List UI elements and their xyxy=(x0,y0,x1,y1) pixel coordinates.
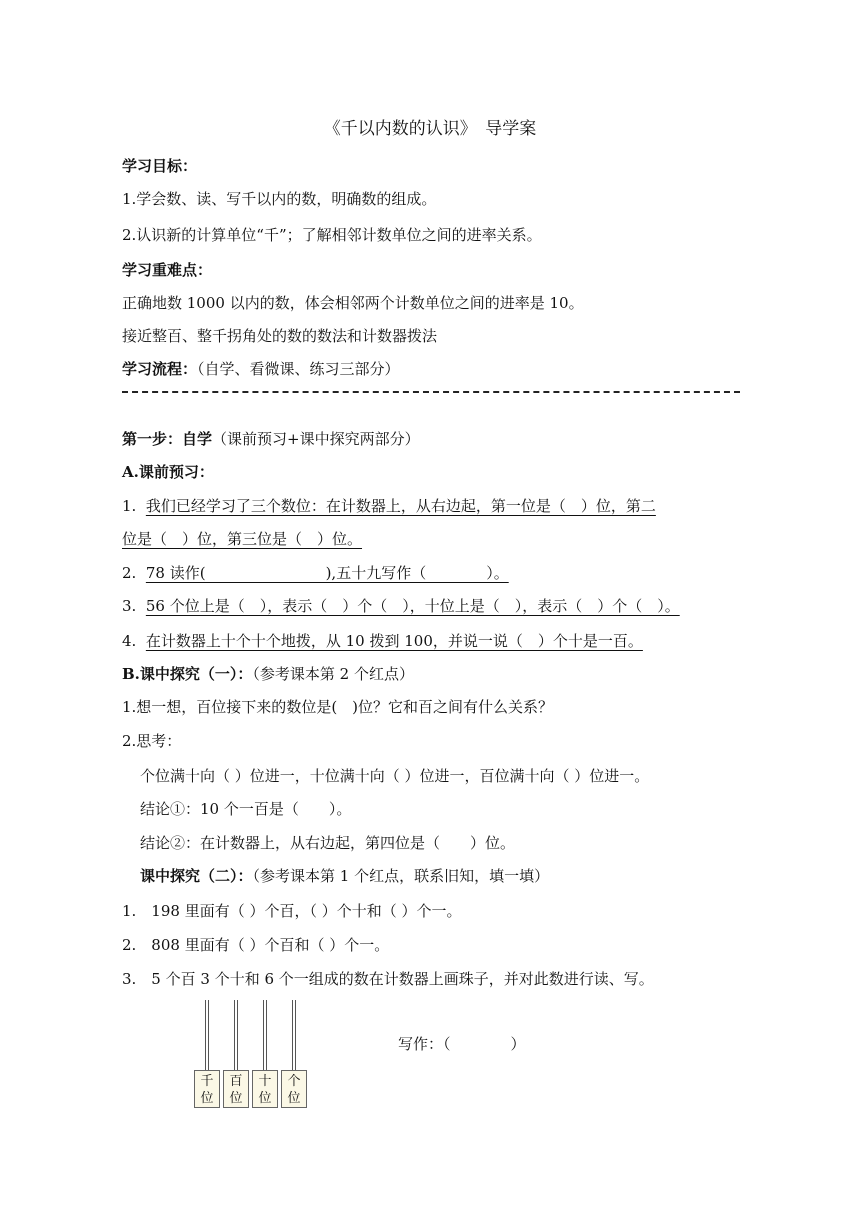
step1-line xyxy=(122,429,420,449)
keypoints-heading: 学习重难点： xyxy=(122,261,213,279)
goals-heading: 学习目标： xyxy=(122,157,198,175)
abacus-rod-ones xyxy=(292,1000,296,1070)
explore1-conclusion-1: 结论①：10 个一百是（ ）。 xyxy=(140,800,352,818)
preview-q1-text-a: 我们已经学习了三个数位：在计数器上，从右边起，第一位是（ ）位，第二 xyxy=(145,497,656,515)
abacus-rod-thousands xyxy=(205,1000,209,1070)
explore1-q2: 2.思考： xyxy=(122,732,182,750)
abacus-label-thousands: 千 位 xyxy=(194,1070,220,1108)
abacus-label-tens: 十 位 xyxy=(252,1070,278,1108)
preview-q3-line xyxy=(122,596,680,616)
preview-q3-text: 56 个位上是（ ），表示（ ）个（ ），十位上是（ ），表示（ ）个（ ）。 xyxy=(145,597,680,615)
process-note: （自学、看微课、练习三部分） xyxy=(197,360,400,378)
abacus-counter xyxy=(190,1000,320,1115)
preview-q1-text-b: 位是（ ）位，第三位是（ ）位。 xyxy=(122,530,363,548)
preview-q3-number: 3. xyxy=(122,597,137,615)
keypoint-item-1: 正确地数 1000 以内的数，体会相邻两个计数单位之间的进率是 10。 xyxy=(122,294,584,312)
keypoint-item-2: 接近整百、整千拐角处的数的数法和计数器拨法 xyxy=(122,327,438,345)
explore1-line xyxy=(122,664,414,684)
explore2-line xyxy=(140,866,549,886)
goal-item-2: 2.认识新的计算单位“千”；了解相邻计数单位之间的进率关系。 xyxy=(122,226,542,244)
preview-q2-text: 78 读作( ),五十九写作（ ）。 xyxy=(145,564,509,582)
explore1-conclusion-2: 结论②：在计数器上，从右边起，第四位是（ ）位。 xyxy=(140,834,516,852)
dashed-divider xyxy=(122,391,740,393)
goal-item-1: 1.学会数、读、写千以内的数，明确数的组成。 xyxy=(122,190,437,208)
explore2-note: （参考课本第 1 个红点，联系旧知，填一填） xyxy=(252,867,550,885)
step1-heading: 第一步：自学 xyxy=(122,430,213,448)
abacus-rod-hundreds xyxy=(234,1000,238,1070)
preview-q1-number: 1. xyxy=(122,497,137,515)
abacus-label-hundreds: 百 位 xyxy=(223,1070,249,1108)
process-line xyxy=(122,359,400,379)
preview-heading: A.课前预习： xyxy=(122,463,214,481)
explore2-q2: 2. 808 里面有（ ）个百和（ ）个一。 xyxy=(122,936,390,954)
preview-q2-number: 2. xyxy=(122,564,137,582)
step1-note: （课前预习+课中探究两部分） xyxy=(212,430,420,448)
explore1-think: 个位满十向（ ）位进一，十位满十向（ ）位进一，百位满十向（ ）位进一。 xyxy=(140,767,650,785)
preview-q1-line-a xyxy=(122,496,656,516)
preview-q1-line-b xyxy=(122,529,362,549)
page-title: 《千以内数的认识》 导学案 xyxy=(323,119,537,139)
preview-q4-number: 4. xyxy=(122,632,137,650)
preview-q2-line xyxy=(122,563,509,583)
explore2-q3: 3. 5 个百 3 个十和 6 个一组成的数在计数器上画珠子，并对此数进行读、写。 xyxy=(122,970,654,988)
explore1-q1: 1.想一想，百位接下来的数位是( )位？它和百之间有什么关系？ xyxy=(122,698,554,716)
process-heading: 学习流程： xyxy=(122,360,198,378)
abacus-label-ones: 个 位 xyxy=(281,1070,307,1108)
preview-q4-line xyxy=(122,631,643,651)
explore2-heading: 课中探究（二）： xyxy=(140,867,253,885)
preview-q4-text: 在计数器上十个十个地拨，从 10 拨到 100，并说一说（ ）个十是一百。 xyxy=(145,632,643,650)
explore2-q1: 1. 198 里面有（ ）个百，（ ）个十和（ ）个一。 xyxy=(122,902,462,920)
explore1-heading: B.课中探究（一）： xyxy=(122,665,253,683)
write-answer-field[interactable]: 写作：（ ） xyxy=(398,1035,526,1053)
abacus-rod-tens xyxy=(263,1000,267,1070)
explore1-note: （参考课本第 2 个红点） xyxy=(252,665,414,683)
